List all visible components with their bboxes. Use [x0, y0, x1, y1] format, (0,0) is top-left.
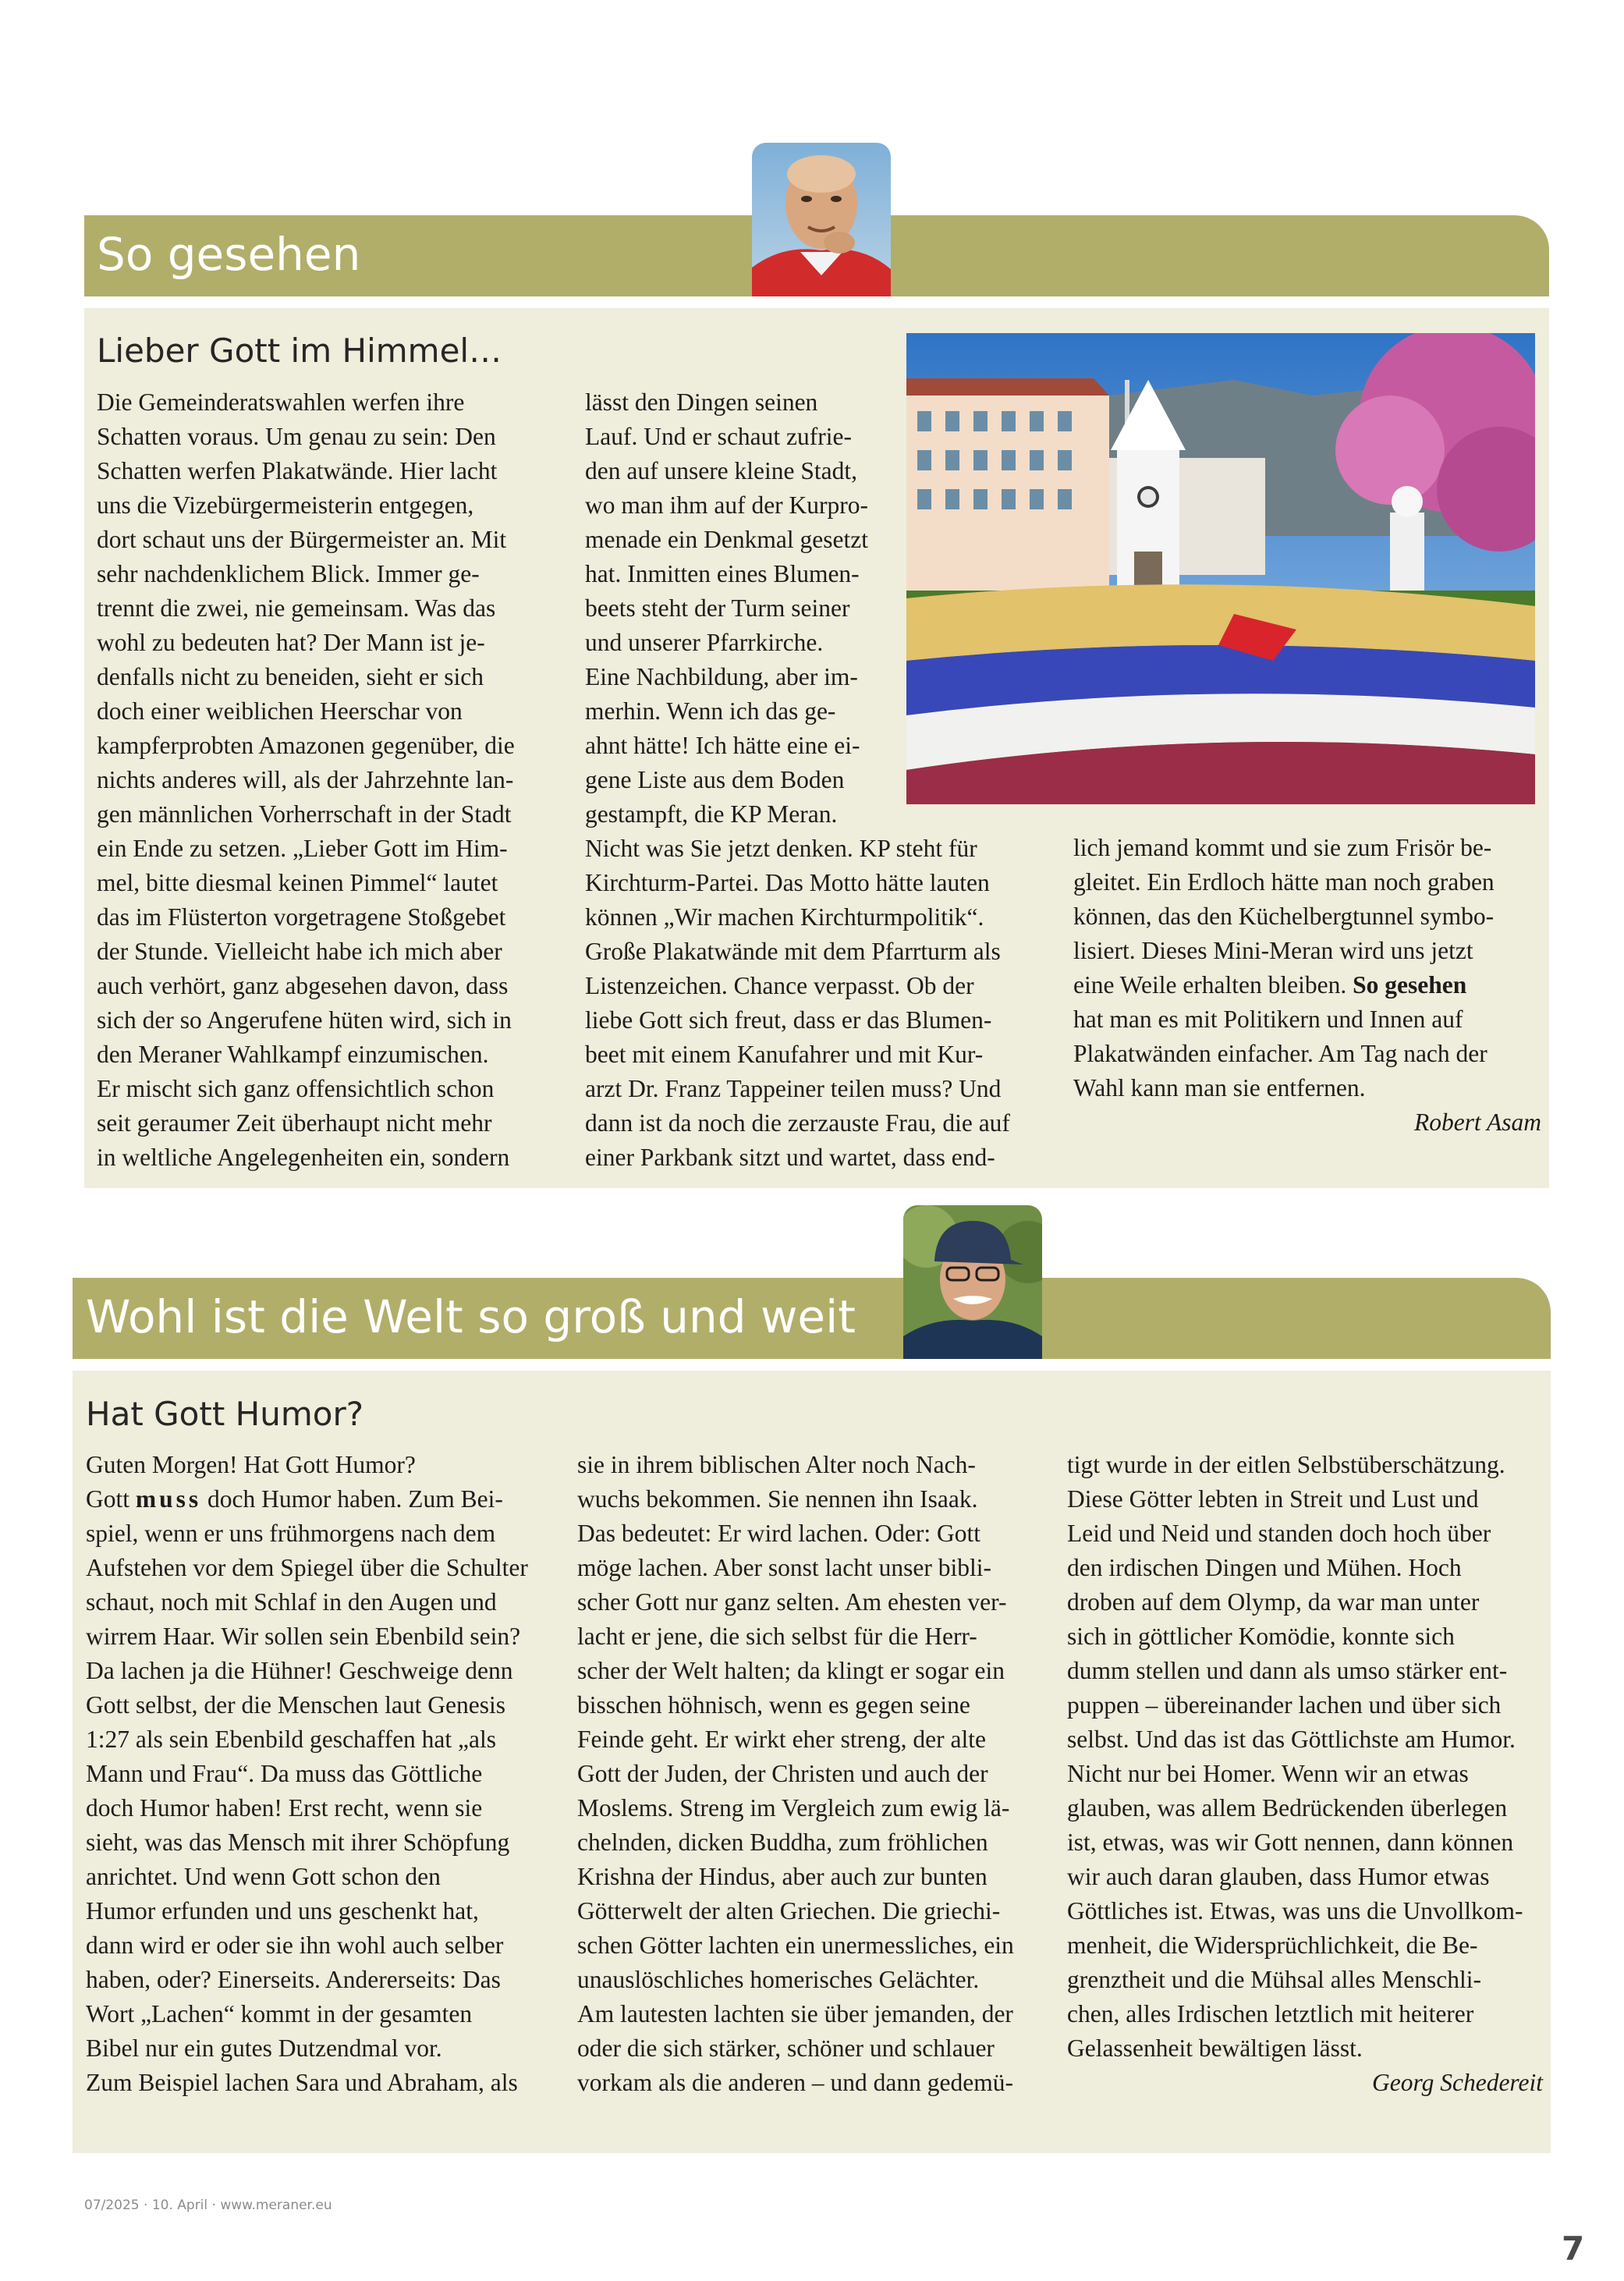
text-line: glauben, was allem Bedrückenden überlegen	[1067, 1794, 1508, 1822]
text-line: selbst. Und das ist das Göttlichste am Humor.	[1067, 1726, 1516, 1753]
section1-column-1	[97, 385, 588, 1175]
text-line: Kirchturm-Partei. Das Motto hätte lauten	[585, 869, 990, 896]
text-line: Da lachen ja die Hühner! Geschweige denn	[86, 1657, 513, 1684]
text-span: eine Weile erhalten bleiben.	[1073, 971, 1353, 999]
text-line: bisschen höhnisch, wenn es gegen seine	[577, 1691, 970, 1719]
section2-subhead: Hat Gott Humor?	[86, 1395, 364, 1433]
text-line: beets steht der Turm seiner	[585, 594, 850, 622]
text-line: Gelassenheit bewältigen lässt.	[1067, 2034, 1363, 2062]
text-line: das im Flüsterton vorgetragene Stoßgebet	[97, 903, 506, 931]
text-line: und unserer Pfarrkirche.	[585, 629, 824, 656]
text-line: Eine Nachbildung, aber im-	[585, 663, 858, 690]
text-line: dort schaut uns der Bürgermeister an. Mit	[97, 526, 507, 553]
text-line: sich in göttlicher Komödie, konnte sich	[1067, 1623, 1455, 1650]
section1-title: So gesehen	[97, 228, 361, 281]
author-photo-georg-schedereit	[903, 1205, 1042, 1359]
text-line: dann wird er oder sie ihn wohl auch selber	[86, 1932, 504, 1959]
text-line: trennt die zwei, nie gemeinsam. Was das	[97, 594, 496, 622]
text-span: muss	[135, 1485, 202, 1513]
text-line: Schatten werfen Plakatwände. Hier lacht	[97, 457, 498, 484]
text-line: Humor erfunden und uns geschenkt hat,	[86, 1897, 479, 1924]
text-line: Gott selbst, der die Menschen laut Genesis	[86, 1691, 506, 1719]
text-line: anrichtet. Und wenn Gott schon den	[86, 1863, 441, 1890]
text-line: sie in ihrem biblischen Alter noch Nach-	[577, 1451, 976, 1478]
text-line: Göttliches ist. Etwas, was uns die Unvollkom-	[1067, 1897, 1523, 1924]
text-line: merhin. Wenn ich das ge-	[585, 697, 836, 725]
text-line: hat. Inmitten eines Blumen-	[585, 560, 860, 587]
text-span: Gott	[86, 1485, 136, 1513]
author-signature: Georg Schedereit	[1372, 2069, 1543, 2096]
text-line: arzt Dr. Franz Tappeiner teilen muss? Und	[585, 1075, 1002, 1102]
author-signature: Robert Asam	[1413, 1109, 1541, 1136]
text-line	[1073, 968, 1541, 1002]
text-line: Leid und Neid und standen doch hoch über	[1067, 1520, 1491, 1547]
text-line: der Stunde. Vielleicht habe ich mich aber	[97, 938, 502, 965]
section2-column-2	[577, 1448, 1065, 2100]
text-line: scher der Welt halten; da klingt er sogar ein	[577, 1657, 1005, 1684]
text-line: in weltliche Angelegenheiten ein, sondern	[97, 1144, 510, 1171]
text-line: doch Humor haben! Erst recht, wenn sie	[86, 1794, 483, 1822]
text-line: nichts anderes will, als der Jahrzehnte lan-	[97, 766, 514, 793]
text-line: Aufstehen vor dem Spiegel über die Schulter	[86, 1554, 528, 1581]
text-line: tigt wurde in der eitlen Selbstüberschätzung.	[1067, 1451, 1505, 1478]
text-line: dann ist da noch die zerzauste Frau, die auf	[585, 1109, 1010, 1137]
text-line: Große Plakatwände mit dem Pfarrturm als	[585, 938, 1001, 965]
text-line: Schatten voraus. Um genau zu sein: Den	[97, 423, 496, 450]
text-line: wohl zu bedeuten hat? Der Mann ist je-	[97, 629, 485, 656]
text-line: gestampft, die KP Meran.	[585, 800, 838, 828]
text-line: mel, bitte diesmal keinen Pimmel“ lautet	[97, 869, 498, 896]
text-line	[86, 1482, 573, 1517]
section2-title: Wohl ist die Welt so groß und weit	[86, 1290, 856, 1343]
text-line: Diese Götter lebten in Streit und Lust und	[1067, 1485, 1479, 1513]
text-line: können, das den Küchelbergtunnel symbo-	[1073, 903, 1495, 930]
text-line: droben auf dem Olymp, da war man unter	[1067, 1588, 1480, 1616]
text-line: haben, oder? Einerseits. Andererseits: Das	[86, 1966, 501, 1993]
text-line: möge lachen. Aber sonst lacht unser bibli-	[577, 1554, 991, 1581]
text-line: liebe Gott sich freut, dass er das Blumen-	[585, 1006, 992, 1034]
text-line: Götterwelt der alten Griechen. Die griechi-	[577, 1897, 1001, 1924]
text-line: Nicht nur bei Homer. Wenn wir an etwas	[1067, 1760, 1469, 1787]
text-line: Mann und Frau“. Da muss das Göttliche	[86, 1760, 483, 1787]
text-line: schen Götter lachten ein unermessliches, ein	[577, 1932, 1014, 1959]
text-line: lässt den Dingen seinen	[585, 388, 818, 416]
text-line: scher Gott nur ganz selten. Am ehesten ver-	[577, 1588, 1007, 1616]
text-line: gene Liste aus dem Boden	[585, 766, 845, 793]
text-line: ein Ende zu setzen. „Lieber Gott im Him-	[97, 835, 508, 862]
text-line: Die Gemeinderatswahlen werfen ihre	[97, 388, 465, 416]
text-line: doch einer weiblichen Heerschar von	[97, 697, 463, 725]
text-line: 1:27 als sein Ebenbild geschaffen hat „als	[86, 1726, 497, 1753]
text-line: Guten Morgen! Hat Gott Humor?	[86, 1451, 416, 1478]
text-line: wuchs bekommen. Sie nennen ihn Isaak.	[577, 1485, 978, 1513]
text-line: lich jemand kommt und sie zum Frisör be-	[1073, 834, 1492, 861]
text-line: sehr nachdenklichem Blick. Immer ge-	[97, 560, 480, 587]
text-line: Listenzeichen. Chance verpasst. Ob der	[585, 972, 974, 999]
text-line: unauslöschliches homerisches Gelächter.	[577, 1966, 980, 1993]
text-line: Krishna der Hindus, aber auch zur bunten	[577, 1863, 988, 1890]
text-line: menheit, die Widersprüchlichkeit, die Be-	[1067, 1932, 1478, 1959]
text-line: hat man es mit Politikern und Innen auf	[1073, 1006, 1463, 1033]
text-span: So gesehen	[1353, 971, 1467, 999]
page-number: 7	[1562, 2230, 1585, 2268]
text-line: den Meraner Wahlkampf einzumischen.	[97, 1041, 489, 1068]
text-line: Wahl kann man sie entfernen.	[1073, 1074, 1366, 1101]
text-line: den irdischen Dingen und Mühen. Hoch	[1067, 1554, 1462, 1581]
section2-column-1	[86, 1448, 573, 2100]
text-line: Er mischt sich ganz offensichtlich schon	[97, 1075, 495, 1102]
text-line: Am lautesten lachten sie über jemanden, der	[577, 2000, 1013, 2027]
text-line: Bibel nur ein gutes Dutzendmal vor.	[86, 2034, 442, 2062]
author-photo-robert-asam	[752, 143, 891, 296]
text-line: wir auch daran glauben, dass Humor etwas	[1067, 1863, 1490, 1890]
footer-info: 07/2025 · 10. April · www.meraner.eu	[84, 2198, 332, 2213]
text-line: chen, alles Irdischen letztlich mit heiterer	[1067, 2000, 1474, 2027]
text-line: beet mit einem Kanufahrer und mit Kur-	[585, 1041, 984, 1068]
text-line: Das bedeutet: Er wird lachen. Oder: Gott	[577, 1520, 980, 1547]
text-line: können „Wir machen Kirchturmpolitik“.	[585, 903, 984, 931]
text-line: Wort „Lachen“ kommt in der gesamten	[86, 2000, 473, 2027]
text-line: chelnden, dicken Buddha, zum fröhlichen	[577, 1829, 988, 1856]
text-line: seit geraumer Zeit überhaupt nicht mehr	[97, 1109, 492, 1137]
text-line: lacht er jene, die sich selbst für die Herr-	[577, 1623, 977, 1650]
text-line: einer Parkbank sitzt und wartet, dass end-	[585, 1144, 995, 1171]
text-line: Lauf. Und er schaut zufrie-	[585, 423, 852, 450]
text-line: Moslems. Streng im Vergleich zum ewig lä-	[577, 1794, 1010, 1822]
text-line: dumm stellen und dann als umso stärker ent-	[1067, 1657, 1508, 1684]
text-line: denfalls nicht zu beneiden, sieht er sich	[97, 663, 484, 690]
section2-column-3	[1067, 1448, 1543, 2100]
text-line: wirrem Haar. Wir sollen sein Ebenbild sein?	[86, 1623, 521, 1650]
text-line: Zum Beispiel lachen Sara und Abraham, als	[86, 2069, 518, 2096]
text-line: wo man ihm auf der Kurpro-	[585, 491, 869, 519]
text-line: Nicht was Sie jetzt denken. KP steht für	[585, 835, 977, 862]
section1-subhead: Lieber Gott im Himmel…	[97, 332, 502, 370]
kurpromenade-photo	[906, 333, 1535, 804]
text-span: doch Humor haben. Zum Bei-	[201, 1485, 503, 1513]
text-line: ahnt hätte! Ich hätte eine ei-	[585, 732, 860, 759]
text-line: ist, etwas, was wir Gott nennen, dann können	[1067, 1829, 1514, 1856]
text-line: lisiert. Dieses Mini-Meran wird uns jetzt	[1073, 937, 1473, 964]
section1-column-3	[1073, 831, 1541, 1140]
text-line: auch verhört, ganz abgesehen davon, dass	[97, 972, 509, 999]
text-line: gleitet. Ein Erdloch hätte man noch graben	[1073, 868, 1495, 896]
text-line: Gott der Juden, der Christen und auch der	[577, 1760, 988, 1787]
text-line: menade ein Denkmal gesetzt	[585, 526, 868, 553]
text-line: puppen – übereinander lachen und über sich	[1067, 1691, 1502, 1719]
text-line: oder die sich stärker, schöner und schlauer	[577, 2034, 995, 2062]
text-line: uns die Vizebürgermeisterin entgegen,	[97, 491, 474, 519]
text-line: den auf unsere kleine Stadt,	[585, 457, 858, 484]
text-line: schaut, noch mit Schlaf in den Augen und	[86, 1588, 497, 1616]
text-line: grenztheit und die Mühsal alles Menschli-	[1067, 1966, 1481, 1993]
text-line: Feinde geht. Er wirkt eher streng, der alte	[577, 1726, 986, 1753]
text-line: sich der so Angerufene hüten wird, sich in	[97, 1006, 512, 1034]
text-line: Plakatwänden einfacher. Am Tag nach der	[1073, 1040, 1487, 1067]
text-line: sieht, was das Mensch mit ihrer Schöpfung	[86, 1829, 510, 1856]
text-line: kampferprobten Amazonen gegenüber, die	[97, 732, 515, 759]
text-line: spiel, wenn er uns frühmorgens nach dem	[86, 1520, 496, 1547]
text-line: vorkam als die anderen – und dann gedemü-	[577, 2069, 1013, 2096]
text-line: gen männlichen Vorherrschaft in der Stadt	[97, 800, 512, 828]
